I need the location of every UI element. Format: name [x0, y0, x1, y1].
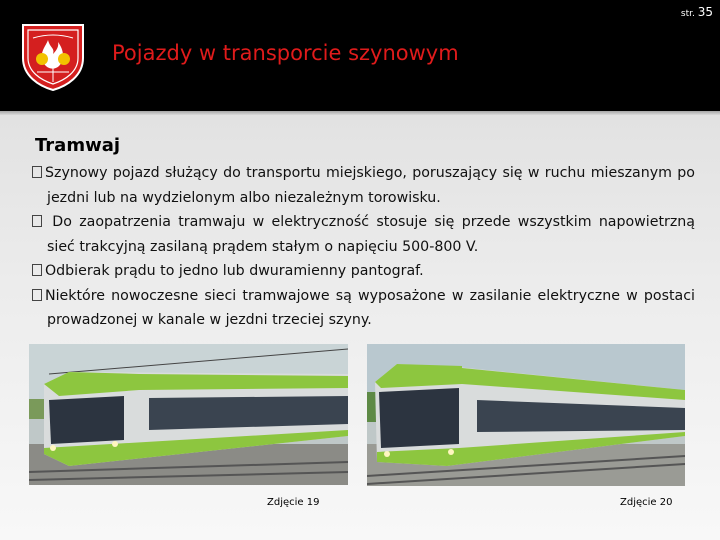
missing-glyph-box-icon: [32, 166, 42, 178]
tram-photo-20: [367, 344, 685, 486]
page-title: Pojazdy w transporcie szynowym: [112, 41, 459, 65]
missing-glyph-box-icon: [32, 289, 42, 301]
list-item: Szynowy pojazd służący do transportu miejskiego, poruszający się w ruchu mieszanym po jezdni lub na wydzielonym albo niezależnym torowisku.: [32, 161, 695, 210]
page-number: str. 35: [680, 5, 713, 19]
list-item: Niektóre nowoczesne sieci tramwajowe są wyposażone w zasilanie elektryczne w postaci prowadzonej w kanale w jezdni trzeciej szyny.: [32, 284, 695, 333]
list-item: Do zaopatrzenia tramwaju w elektryczność stosuje się przede wszystkim napowietrzną sieć trakcyjną zasilaną prądem stałym o napięciu 500-800 V.: [32, 210, 695, 259]
fire-brigade-emblem-icon: [19, 22, 87, 92]
slide-header: [0, 0, 720, 111]
missing-glyph-box-icon: [32, 264, 42, 276]
list-item: Odbierak prądu to jedno lub dwuramienny pantograf.: [32, 259, 695, 284]
tram-photo-19: [29, 344, 348, 485]
section-heading: Tramwaj: [35, 135, 121, 156]
photo-caption: Zdjęcie 20: [620, 497, 673, 508]
missing-glyph-box-icon: [32, 215, 42, 227]
bullet-list: [32, 161, 695, 333]
photo-caption: Zdjęcie 19: [267, 497, 320, 508]
